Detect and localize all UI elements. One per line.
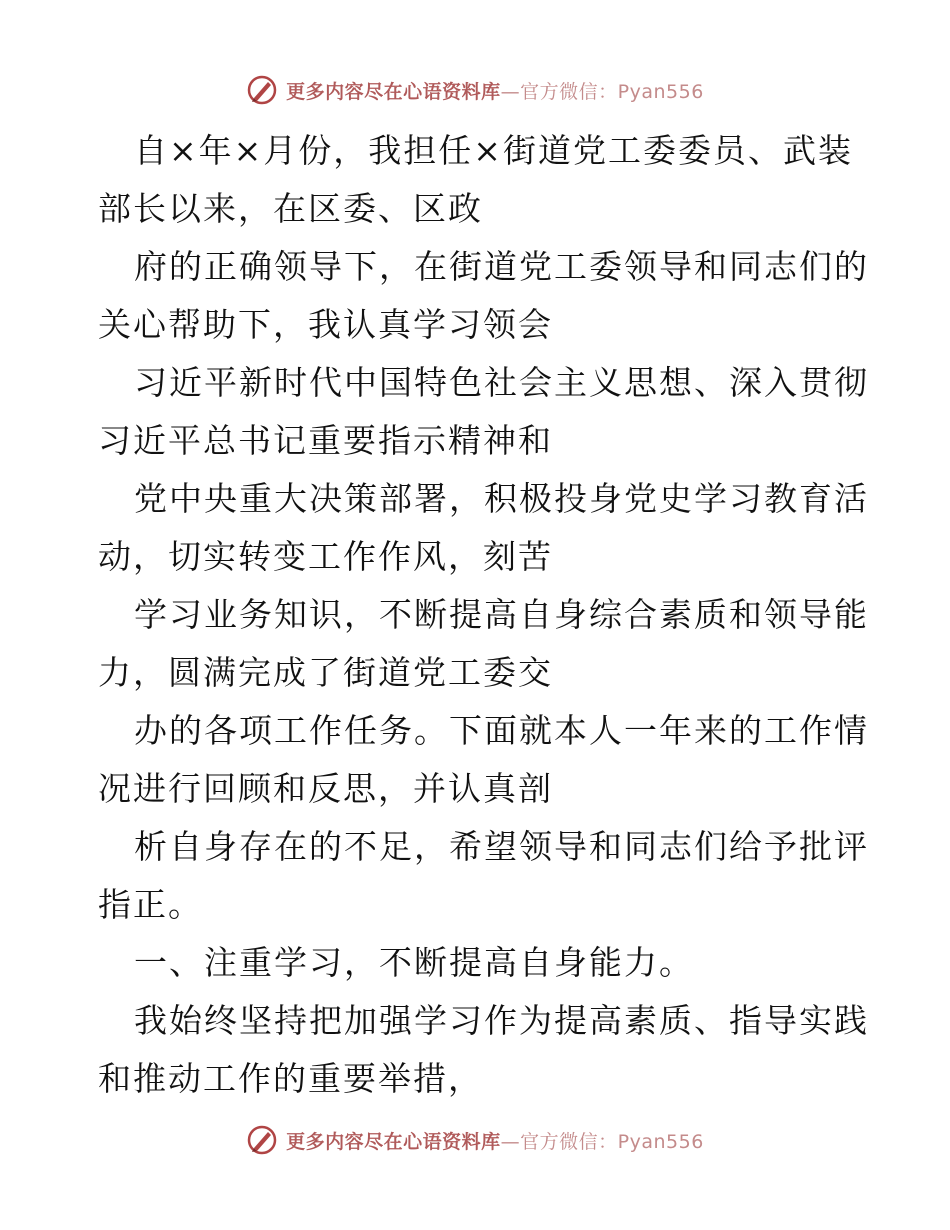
text-line: 动，切实转变工作作风，刻苦: [98, 537, 553, 576]
text-line: 府的正确领导下，在街道党工委领导和同志们的: [134, 247, 869, 286]
footer-watermark-banner: [0, 1120, 950, 1160]
text-line: 指正。: [98, 885, 203, 924]
text-line: 部长以来，在区委、区政: [98, 189, 483, 228]
text-line: 习近平总书记重要指示精神和: [98, 421, 553, 460]
banner-text-main: 更多内容尽在心语资料库: [286, 1130, 501, 1153]
text-line: 自×年×月份，我担任×街道党工委委员、武装: [134, 131, 853, 170]
section-heading: 一、注重学习，不断提高自身能力。: [134, 943, 694, 982]
text-line: 学习业务知识，不断提高自身综合素质和领导能: [134, 595, 869, 634]
banner-text-wechat: —官方微信：Pyan556: [500, 80, 704, 103]
banner-text: [286, 1127, 704, 1154]
banner-text-wechat: —官方微信：Pyan556: [500, 1130, 704, 1153]
pen-logo-icon: [246, 74, 278, 106]
text-line: 我始终坚持把加强学习作为提高素质、指导实践: [134, 1001, 869, 1040]
text-line: 习近平新时代中国特色社会主义思想、深入贯彻: [134, 363, 869, 402]
text-line: 党中央重大决策部署，积极投身党史学习教育活: [134, 479, 869, 518]
pen-logo-icon: [246, 1124, 278, 1156]
text-line: 况进行回顾和反思，并认真剖: [98, 769, 553, 808]
text-line: 和推动工作的重要举措，: [98, 1059, 483, 1098]
document-body: [98, 122, 869, 1108]
text-line: 办的各项工作任务。下面就本人一年来的工作情: [134, 711, 869, 750]
header-watermark-banner: [0, 70, 950, 110]
text-line: 力，圆满完成了街道党工委交: [98, 653, 553, 692]
text-line: 关心帮助下，我认真学习领会: [98, 305, 553, 344]
banner-text: [286, 77, 704, 104]
text-line: 析自身存在的不足，希望领导和同志们给予批评: [134, 827, 869, 866]
banner-text-main: 更多内容尽在心语资料库: [286, 80, 501, 103]
